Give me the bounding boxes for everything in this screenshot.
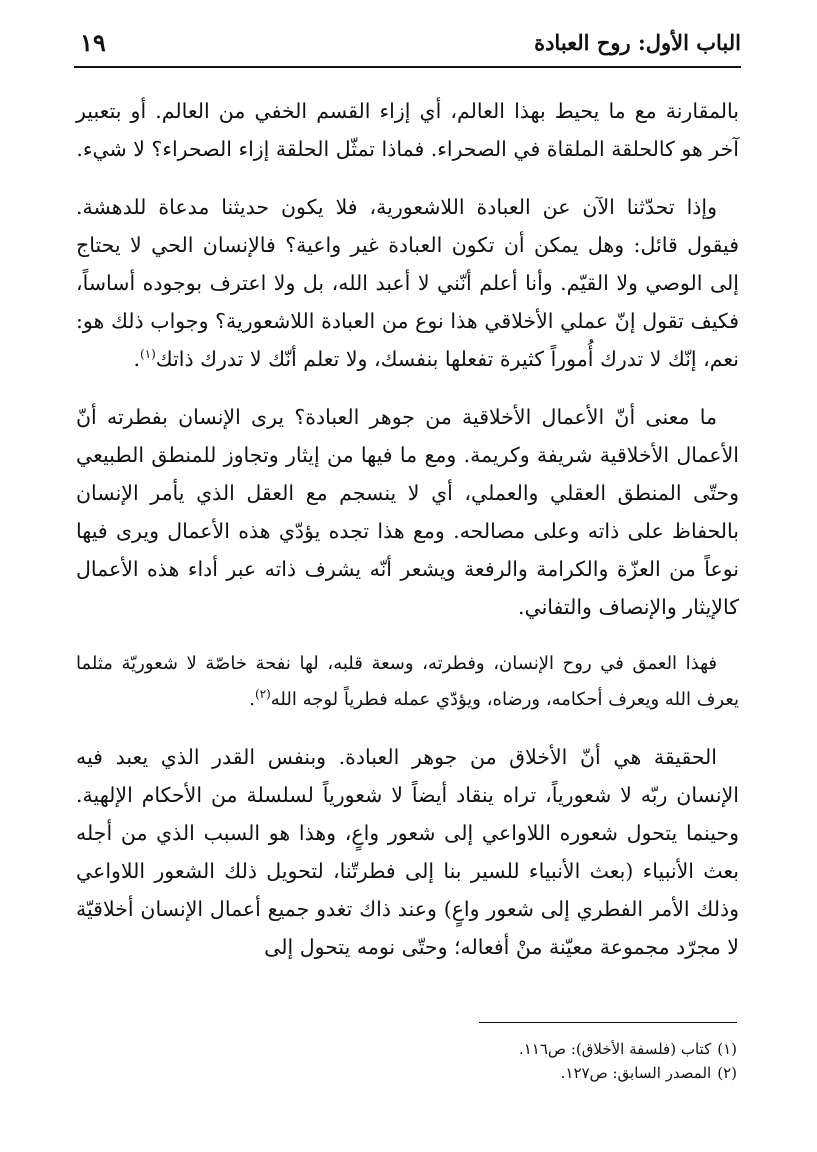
footnote-2-text: المصدر السابق: ص١٢٧. bbox=[560, 1064, 712, 1082]
paragraph-2-text: وإذا تحدّثنا الآن عن العبادة اللاشعورية، فلا يكون حديثنا مدعاة للدهشة. فيقول قائل: وهل يمكن أن تكون العبادة غير واعية؟ فالإنسان الحي لا يحتاج إلى الوصي ولا القيّم. وأنا أعلم أنّني لا أعبد الله، بل ولا اعترف بوجوده أساساً، فكيف تقول إنّ عملي الأخلاقي هذا نوع من العبادة اللاشعورية؟ وجواب ذلك هو: نعم، إنّك لا تدرك أُموراً كثيرة تفعلها بنفسك، ولا تعلم أنّك لا تدرك ذاتك bbox=[76, 195, 739, 371]
paragraph-2 bbox=[76, 188, 739, 378]
footnote-ref-2: (٢) bbox=[254, 687, 271, 701]
footnote-1-text: كتاب (فلسفة الأخلاق): ص١١٦. bbox=[518, 1040, 712, 1058]
paragraph-4-tail: . bbox=[249, 689, 255, 710]
footnotes bbox=[337, 1037, 737, 1085]
footnote-separator bbox=[479, 1022, 737, 1023]
paragraph-3-text: ما معنى أنّ الأعمال الأخلاقية من جوهر العبادة؟ يرى الإنسان بفطرته أنّ الأعمال الأخلاقية شريفة وكريمة. ومع ما فيها من إيثار وتجاوز للمنطق الطبيعي وحتّى المنطق العقلي والعملي، أي لا ينسجم مع العقل الذي يأمر الإنسان بالحفاظ على ذاته وعلى مصالحه. ومع هذا تجده يؤدّي هذه الأعمال ويرى فيها نوعاً من العزّة والكرامة والرفعة ويشعر أنّه يشرف ذاته عبر أداء هذه الأعمال كالإيثار والإنصاف والتفاني. bbox=[76, 405, 739, 619]
page-number: ١٩ bbox=[80, 28, 106, 57]
footnote-1-number: (١) bbox=[717, 1040, 737, 1058]
paragraph-2-tail: . bbox=[133, 347, 140, 371]
body-text bbox=[76, 92, 739, 986]
paragraph-5 bbox=[76, 738, 739, 966]
footnote-2 bbox=[337, 1061, 737, 1085]
paragraph-4-text: فهذا العمق في روح الإنسان، وفطرته، وسعة قلبه، لها نفحة خاصّة لا شعوريّة مثلما يعرف الله ويعرف أحكامه، ورضاه، ويؤدّي عمله فطرياً لوجه الله bbox=[76, 653, 739, 710]
paragraph-5-text: الحقيقة هي أنّ الأخلاق من جوهر العبادة. وبنفس القدر الذي يعبد فيه الإنسان ربّه لا شعورياً، تراه ينقاد أيضاً لا شعورياً لسلسلة من الأحكام الإلهية. وحينما يتحول شعوره اللاواعي إلى شعور واعٍ، وهذا هو السبب الذي من أجله بعث الأنبياء (بعث الأنبياء للسير بنا إلى فطرتّنا، لتحويل ذلك الشعور اللاواعي وذلك الأمر الفطري إلى شعور واعٍ) وعند ذاك تغدو جميع أعمال الإنسان أخلاقيّة لا مجرّد مجموعة معيّنة منْ أفعاله؛ وحتّى نومه يتحول إلى bbox=[76, 745, 739, 959]
paragraph-1 bbox=[76, 92, 739, 168]
paragraph-1-text: بالمقارنة مع ما يحيط بهذا العالم، أي إزاء القسم الخفي من العالم. أو بتعبير آخر هو كالحلقة الملقاة في الصحراء. فماذا تمثّل الحلقة إزاء الصحراء؟ لا شيء. bbox=[76, 99, 739, 161]
paragraph-4 bbox=[76, 646, 739, 718]
footnote-2-number: (٢) bbox=[717, 1064, 737, 1082]
paragraph-3 bbox=[76, 398, 739, 626]
footnote-ref-1: (١) bbox=[139, 347, 156, 362]
page-header bbox=[74, 26, 741, 68]
running-title: الباب الأول: روح العبادة bbox=[534, 30, 741, 55]
footnote-1 bbox=[337, 1037, 737, 1061]
